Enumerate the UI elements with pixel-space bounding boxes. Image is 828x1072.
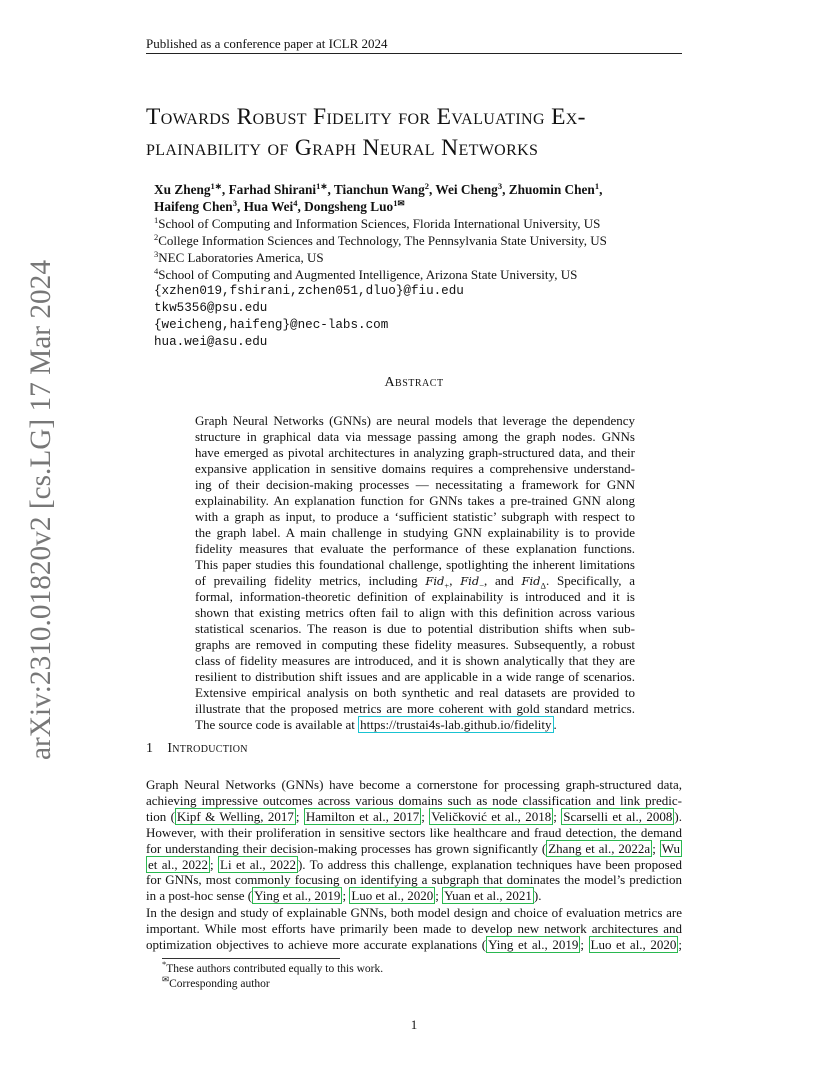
- abstract-line: class of fidelity measures are introduced, and it is shown analytically that they are: [195, 653, 635, 668]
- paragraph-line: tion ( Kipf & Welling, 2017 ; Hamilton et al., 2017 ; Veličković et al., 2018 ; Scarselli et al., 2008 ).: [146, 808, 682, 824]
- citation[interactable]: Yuan et al., 2021: [444, 888, 532, 904]
- abstract-line: graphs are removed in computing these fidelity measures. Subsequently, a robust: [195, 637, 635, 652]
- abstract-line: fidelity measures that evaluate the performance of these explanation functions.: [195, 541, 635, 556]
- footnote: [162, 973, 383, 992]
- citation[interactable]: et al., 2022: [148, 856, 209, 872]
- citation[interactable]: Luo et al., 2020: [351, 888, 434, 904]
- affiliation-text: School of Computing and Information Sciences, Florida International University, US: [158, 216, 601, 231]
- paragraph-line: Graph Neural Networks (GNNs) have become a cornerstone for processing graph-structured data,: [146, 777, 682, 792]
- author-name: Haifeng Chen: [154, 199, 233, 214]
- affiliation: [154, 232, 607, 249]
- abstract-line: This paper studies this foundational challenge, spotlighting the inherent limitations: [195, 557, 635, 572]
- footnote-rule: [162, 958, 340, 959]
- affiliation-text: College Information Sciences and Technology, The Pennsylvania State University, US: [158, 233, 607, 248]
- abstract-fidelity-line: of prevailing fidelity metrics, including Fid$_+$, Fid$_-$, and Fid$_\Delta$. Specifically, a: [195, 573, 635, 591]
- email: tkw5356@psu.edu: [154, 301, 268, 315]
- author-mark: 1✉: [393, 198, 405, 208]
- paragraph-line: In the design and study of explainable GNNs, both model design and choice of evaluation metrics are: [146, 905, 682, 920]
- title-line-1: Towards Robust Fidelity for Evaluating Ex-: [146, 104, 586, 130]
- footnote: [162, 959, 384, 977]
- abstract-heading: Abstract: [384, 375, 444, 390]
- footnotes: [162, 959, 384, 991]
- citation[interactable]: Zhang et al., 2022a: [548, 840, 651, 856]
- citation[interactable]: Hamilton et al., 2017: [305, 808, 420, 824]
- author-name: Tianchun Wang: [333, 182, 425, 197]
- intro-paragraph-1: [146, 777, 682, 904]
- author-mark: 3: [232, 198, 237, 208]
- email-list: [154, 283, 607, 351]
- abstract-line: statistical scenarios. The reason is due to potential distribution shifts when sub-: [195, 621, 635, 636]
- author-name: Hua Wei: [243, 199, 294, 214]
- affiliation: [154, 249, 607, 266]
- section-number: 1: [146, 741, 154, 756]
- title-line-2: plainability of Graph Neural Networks: [146, 135, 539, 161]
- code-link[interactable]: https://trustai4s-lab.github.io/fidelity: [360, 717, 552, 732]
- section-title: Introduction: [167, 741, 248, 756]
- citation[interactable]: Ying et al., 2019: [254, 888, 341, 904]
- paragraph-line: achieving impressive outcomes across various domains such as node classification and link predic-: [146, 792, 682, 808]
- footnote-mark: ✉: [162, 973, 170, 984]
- affiliation-number: 4: [154, 266, 159, 276]
- author-name: Wei Cheng: [435, 182, 498, 197]
- citation[interactable]: Kipf & Welling, 2017: [176, 808, 294, 824]
- author-list: [154, 181, 674, 215]
- paragraph-line: for understanding their decision-making processes has grown significantly ( Zhang et al., 2022a ; Wu: [146, 840, 680, 856]
- abstract-line: structure in graphical data via message passing among the graph nodes. GNNs: [195, 429, 635, 444]
- paragraph-line: in a post-hoc sense ( Ying et al., 2019 ; Luo et al., 2020 ; Yuan et al., 2021 ).: [146, 888, 542, 904]
- abstract-line: formal, information-theoretic definition of explainability is introduced and it is: [195, 589, 635, 604]
- page-number: 1: [410, 1017, 418, 1032]
- abstract-lines-part-1: [195, 413, 635, 573]
- author-name: Zhuomin Chen: [508, 182, 595, 197]
- abstract-line: explainability. An explanation function for GNNs takes a pre-trained GNN along: [195, 493, 635, 508]
- affiliation-number: 2: [154, 232, 159, 242]
- affiliation-number: 3: [154, 249, 159, 259]
- author-mark: 3: [497, 181, 503, 191]
- author-line-1: Xu Zheng$^{1∗}$, Farhad Shirani$^{1∗}$, Tianchun Wang$^2$, Wei Cheng$^3$, Zhuomin Chen$^1$,: [154, 181, 603, 197]
- paragraph-line: optimization objectives to achieve more accurate explanations ( Ying et al., 2019 ; Luo et al., 2020 ;: [146, 936, 682, 952]
- abstract-line: illustrate that the proposed metrics are more coherent with gold standard metrics.: [195, 701, 635, 716]
- abstract-line: resilient to distribution shift issues and are applicable in a wide range of scenarios.: [195, 669, 635, 684]
- header-rule: [146, 53, 682, 54]
- author-mark: 2: [424, 181, 429, 191]
- affiliations: [154, 215, 607, 351]
- citation[interactable]: Luo et al., 2020: [590, 936, 677, 952]
- affiliation-text: NEC Laboratories America, US: [158, 250, 324, 265]
- author-name: Farhad Shirani: [228, 182, 317, 197]
- abstract-lines-part-2: [195, 589, 635, 717]
- citation[interactable]: Ying et al., 2019: [488, 936, 579, 952]
- abstract-line: shown that existing metrics often fail to align with this definition across various: [195, 605, 635, 620]
- author-line-2: Haifeng Chen$^3$, Hua Wei$^4$, Dongsheng Luo$^{1✉}$: [154, 198, 405, 214]
- citation[interactable]: Wu: [661, 840, 680, 856]
- abstract-line: ing of their decision-making processes — necessitating a framework for GNN: [195, 477, 635, 492]
- citation[interactable]: Scarselli et al., 2008: [563, 808, 673, 824]
- author-name: Xu Zheng: [154, 182, 211, 197]
- author-name: Dongsheng Luo: [304, 199, 394, 214]
- footnote-text: Corresponding author: [169, 977, 270, 990]
- email: {weicheng,haifeng}@nec-labs.com: [154, 318, 389, 332]
- paragraph-line: However, with their proliferation in sensitive sectors like healthcare and fraud detection, the demand: [146, 824, 682, 840]
- author-mark: 1∗: [210, 181, 222, 191]
- email: {xzhen019,fshirani,zchen051,dluo}@fiu.edu: [154, 284, 464, 298]
- affiliation-text: School of Computing and Augmented Intelligence, Arizona State University, US: [158, 267, 578, 282]
- running-header: Published as a conference paper at ICLR 2024: [146, 36, 388, 51]
- affiliation: [154, 266, 607, 283]
- paragraph-line: et al., 2022 ; Li et al., 2022 ). To address this challenge, explanation techniques have been proposed: [148, 856, 682, 872]
- arxiv-watermark[interactable]: [6, 250, 66, 770]
- abstract-code-line: The source code is available at https://trustai4s-lab.github.io/fidelity .: [195, 717, 557, 732]
- abstract-body: [195, 413, 635, 733]
- author-mark: 4: [293, 198, 298, 208]
- email: hua.wei@asu.edu: [154, 335, 268, 349]
- affiliation-list: [154, 215, 607, 283]
- arxiv-id[interactable]: arXiv:2310.01820v2 [cs.LG] 17 Mar 2024: [25, 256, 57, 760]
- footnote-text: These authors contributed equally to this work.: [166, 963, 384, 975]
- citation[interactable]: Li et al., 2022: [220, 856, 296, 872]
- abstract-line: Extensive empirical analysis on both synthetic and real datasets are provided to: [195, 685, 635, 700]
- paper-title: [146, 102, 706, 164]
- author-mark: 1∗: [316, 181, 328, 191]
- fid-delta-math: Fid: [521, 574, 541, 588]
- affiliation-number: 1: [154, 215, 159, 225]
- abstract-line: have emerged as pivotal architectures in analyzing graph-structured data, and their: [195, 445, 635, 460]
- section-heading-introduction: [146, 741, 248, 757]
- abstract-line: with a graph as input, to produce a ‘sufficient statistic’ subgraph with respect to: [195, 509, 635, 524]
- affiliation: [154, 215, 607, 232]
- paragraph-line: for GNNs, most commonly focusing on identifying a subgraph that dominates the model’s prediction: [146, 872, 682, 888]
- author-mark: 1: [594, 181, 600, 191]
- footnote-mark: *: [162, 959, 167, 969]
- fid-plus-math: Fid: [425, 574, 445, 588]
- abstract-line: Graph Neural Networks (GNNs) are neural models that leverage the dependency: [195, 413, 635, 428]
- fid-minus-math: Fid: [460, 574, 480, 588]
- paragraph-line: important. While most efforts have primarily been made to develop new network architectures and: [146, 920, 682, 936]
- intro-paragraph-2: [146, 905, 682, 953]
- citation[interactable]: Veličković et al., 2018: [431, 808, 552, 824]
- abstract-line: expansive application in sensitive domains requires a comprehensive understand-: [195, 461, 635, 476]
- abstract-line: the graph label. A main challenge in studying GNN explainability is to provide: [195, 525, 635, 540]
